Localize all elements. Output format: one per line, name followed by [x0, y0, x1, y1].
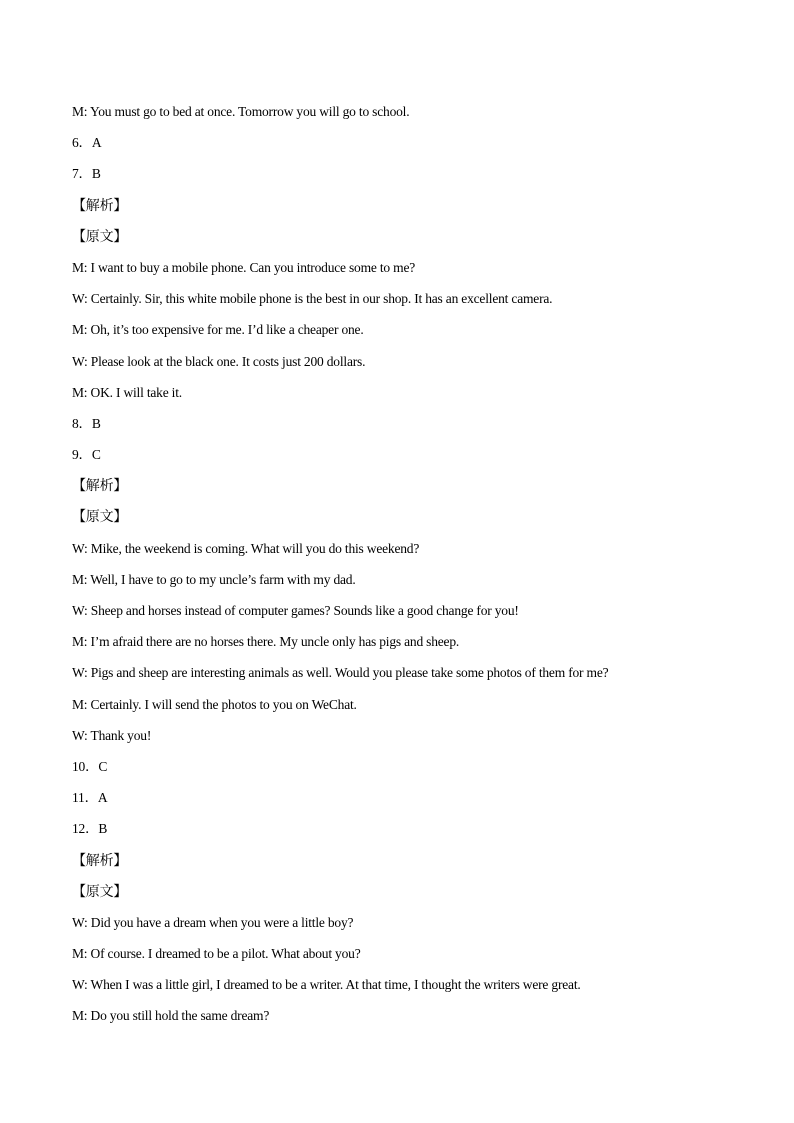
- section-heading: 【原文】: [72, 883, 128, 900]
- dialogue-line: M: Of course. I dreamed to be a pilot. What about you?: [72, 946, 361, 962]
- dialogue-line: W: Please look at the black one. It costs just 200 dollars.: [72, 353, 366, 369]
- dialogue-line: W: Did you have a dream when you were a little boy?: [72, 914, 354, 930]
- answer-line: 6．A: [72, 135, 102, 151]
- answer-line: 11．A: [72, 790, 108, 806]
- dialogue-line: W: Sheep and horses instead of computer games? Sounds like a good change for you!: [72, 603, 519, 618]
- answer-line: 8．B: [72, 415, 101, 431]
- dialogue-line: W: Mike, the weekend is coming. What will you do this weekend?: [72, 540, 420, 556]
- section-heading: 【解析】: [72, 478, 128, 495]
- dialogue-line: M: Oh, it’s too expensive for me. I’d like a cheaper one.: [72, 322, 364, 338]
- dialogue-line: M: You must go to bed at once. Tomorrow you will go to school.: [72, 104, 410, 119]
- section-heading: 【原文】: [72, 228, 128, 245]
- section-heading: 【原文】: [72, 509, 128, 526]
- dialogue-line: M: Do you still hold the same dream?: [72, 1008, 270, 1024]
- answer-line: 7．B: [72, 166, 101, 182]
- answer-line: 12．B: [72, 821, 108, 837]
- dialogue-line: M: I’m afraid there are no horses there. My uncle only has pigs and sheep.: [72, 634, 460, 650]
- answer-line: 9．C: [72, 447, 101, 463]
- dialogue-line: M: I want to buy a mobile phone. Can you introduce some to me?: [72, 259, 416, 275]
- dialogue-line: W: Thank you!: [72, 727, 152, 743]
- dialogue-line: W: Certainly. Sir, this white mobile phone is the best in our shop. It has an excellent camera.: [72, 291, 553, 307]
- dialogue-line: M: Certainly. I will send the photos to you on WeChat.: [72, 696, 357, 712]
- section-heading: 【解析】: [72, 852, 128, 869]
- answer-line: 10．C: [72, 758, 108, 774]
- dialogue-line: W: When I was a little girl, I dreamed to be a writer. At that time, I thought the writers were great.: [72, 977, 581, 993]
- dialogue-line: M: OK. I will take it.: [72, 384, 182, 400]
- section-heading: 【解析】: [72, 197, 128, 214]
- dialogue-line: M: Well, I have to go to my uncle’s farm with my dad.: [72, 571, 356, 587]
- document-body: [72, 102, 732, 1038]
- dialogue-line: W: Pigs and sheep are interesting animals as well. Would you please take some photos of them for me?: [72, 665, 609, 681]
